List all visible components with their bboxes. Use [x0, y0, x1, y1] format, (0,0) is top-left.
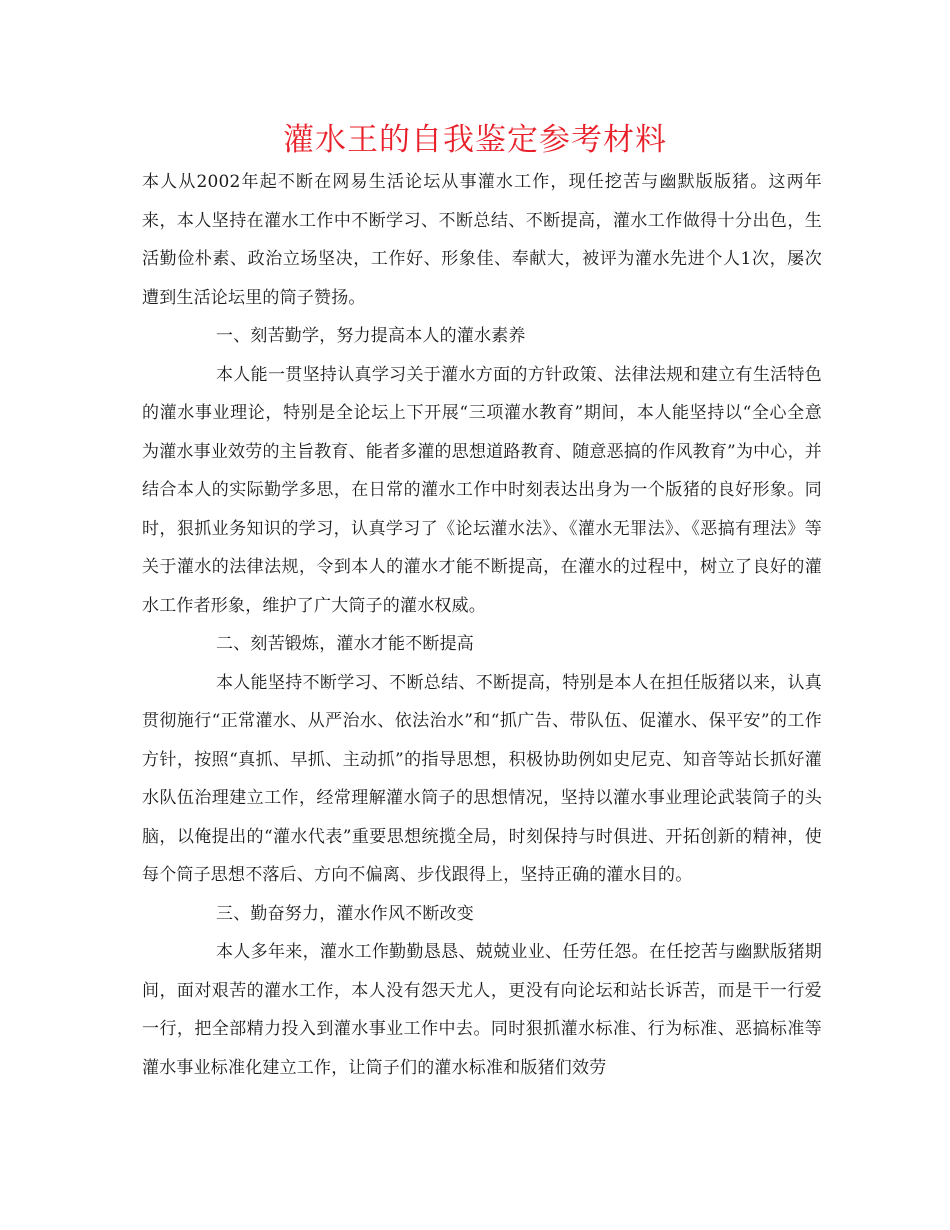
section-heading-1: 一、刻苦勤学，努力提高本人的灌水素养 — [216, 326, 526, 346]
section-paragraph-2: 本人能坚持不断学习、不断总结、不断提高，特别是本人在担任版猪以来，认真贯彻施行“正常灌水、从严治水、依法治水”和“抓广告、带队伍、促灌水、保平安”的工作方针，按照“真抓、早抓、主动抓”的指导思想，积极协助例如史尼克、知音等站长抓好灌水队伍治理建立工作，经常理解灌水筒子的思想情况，坚持以灌水事业理论武装筒子的头脑，以俺提出的“灌水代表”重要思想统揽全局，时刻保持与时俱进、开拓创新的精神，使每个筒子思想不落后、方向不偏离、步伐跟得上，坚持正确的灌水目的。 — [142, 672, 822, 885]
intro-paragraph: 本人从2002年起不断在网易生活论坛从事灌水工作，现任挖苦与幽默版版猪。这两年来，本人坚持在灌水工作中不断学习、不断总结、不断提高，灌水工作做得十分出色，生活勤俭朴素、政治立场坚决，工作好、形象佳、奉献大，被评为灌水先进个人1次，屡次遭到生活论坛里的筒子赞扬。 — [142, 172, 822, 308]
section-paragraph-3: 本人多年来，灌水工作勤勤恳恳、兢兢业业、任劳任怨。在任挖苦与幽默版猪期间，面对艰苦的灌水工作，本人没有怨天尤人，更没有向论坛和站长诉苦，而是干一行爱一行，把全部精力投入到灌水事业工作中去。同时狠抓灌水标准、行为标准、恶搞标准等灌水事业标准化建立工作，让筒子们的灌水标准和版猪们效劳 — [142, 942, 822, 1078]
document-title: 灌水王的自我鉴定参考材料 — [283, 122, 667, 158]
section-paragraph-1: 本人能一贯坚持认真学习关于灌水方面的方针政策、法律法规和建立有生活特色的灌水事业理论，特别是全论坛上下开展“三项灌水教育”期间，本人能坚持以“全心全意为灌水事业效劳的主旨教育、能者多灌的思想道路教育、随意恶搞的作风教育”为中心，并结合本人的实际勤学多思，在日常的灌水工作中时刻表达出身为一个版猪的良好形象。同时，狠抓业务知识的学习，认真学习了《论坛灌水法》、《灌水无罪法》、《恶搞有理法》等关于灌水的法律法规，令到本人的灌水才能不断提高，在灌水的过程中，树立了良好的灌水工作者形象，维护了广大筒子的灌水权威。 — [142, 364, 822, 616]
section-heading-3: 三、勤奋努力，灌水作风不断改变 — [216, 903, 474, 924]
document-body — [142, 163, 822, 1087]
section-heading-2: 二、刻苦锻炼，灌水才能不断提高 — [216, 634, 474, 654]
